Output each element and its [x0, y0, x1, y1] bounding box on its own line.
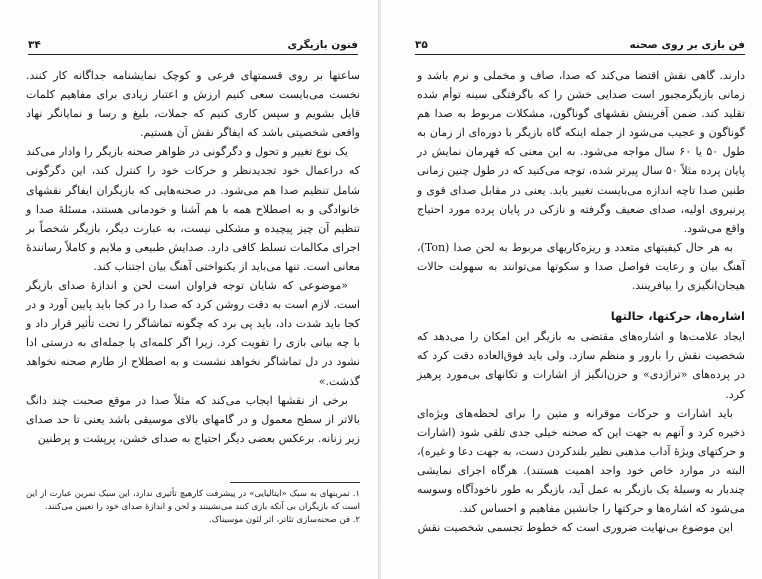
- right-paragraph-2: به هر حال کیفیتهای متعدد و ریزه‌کاریهای مربوط به لحن صدا (Ton)، آهنگ بیان و رعایت فواصل صدا و سکوتها می‌توانند به سهولت حالات هیجان‌انگیزی را بیافرینند.: [417, 240, 745, 293]
- right-page-body: [417, 66, 745, 537]
- left-paragraph-1: ساعتها بر روی قسمتهای فرعی و کوچک نمایشنامه جداگانه کار کنند. نخست می‌بایست سعی کنیم ارزش و اعتبار زیادی برای مفاهیم کلمات قایل بشویم و سپس کاری کنیم که جملات، بلیغ و رسا و نمایانگر نهاد واقعی شخصیتی باشد که ایفاگر نقش آن هستیم.: [26, 69, 360, 140]
- section-paragraph-3: این موضوع بی‌نهایت ضروری است که خطوط تجسمی شخصیت نقش: [417, 521, 733, 535]
- footnote-2: ۲. فن صحنه‌سازی تئاتر، اثر لئون موسیناک.: [209, 515, 360, 525]
- section-paragraph-2: باید اشارات و حرکات موقرانه و متین را برای لحظه‌های ویژه‌ای ذخیره کرد و آنهم به جهت این که صحنه خیلی جدی تلقی شود (اشارات و حرکتهای ویژهٔ آداب مذهبی نظیر بلندکردن دست، به جهت دعا و غیره)، البته در موارد خاص خود واجد اهمیت هستند). هرگاه اجرای نمایشی چندبار به وسیلهٔ یک بازیگر به عمل آید، بازیگر به طور ناخودآگاه وسوسه می‌شود که اشاره‌ها و حرکتها را جانشین مفاهیم و احساس کند.: [417, 406, 745, 516]
- footnotes: [26, 482, 360, 527]
- left-paragraph-2: یک نوع تغییر و تحول و دگرگونی در ظواهر صحنه بازیگر را وادار می‌کند که دراعمال خود تجدیدنظر و حرکات خود را کنترل کند، این دگرگونی شامل تنظیم صدا هم می‌شود. در صحنه‌هایی که بازیگران ایفاگر نقشهای خانوادگی و به اصطلاح همه با هم آشنا و خودمانی هستند، مسئلهٔ صدا و تنظیم آن چیز پیچیده و مشکلی نیست، به عبارت دیگر، بازیگر شخصاً بر اجرای مکالمات تسلط کافی دارد. صدایش طبیعی و ملایم و کاملاً رسانندهٔ معانی است. تنها می‌باید از یکنواختی آهنگ بیان اجتناب کند.: [26, 145, 360, 273]
- left-page-header: [28, 38, 358, 55]
- left-paragraph-3: «موضوعی که شایان توجه فراوان است لحن و اندازهٔ صدای بازیگر است. لازم است به دقت روشن کرد که صدا را در کجا باید پایین آورد و در کجا باید شدت داد، باید پی برد که چگونه تماشاگر را تحت تأثیر قرار داد و با چه بیانی بازی را تقویت کرد. زیرا اگر کلمه‌ای یا جمله‌ای به درستی ادا نشود در دل تماشاگر نخواهد نشست و به اصطلاح از طارم صحنه نخواهد گذشت.»: [26, 279, 360, 388]
- section-heading: اشاره‌ها، حرکتها، حالتها: [610, 309, 745, 324]
- left-paragraph-4: برخی از نقشها ایجاب می‌کند که مثلاً صدا در موقع صحبت چند دانگ بالاتر از سطح معمول و در گامهای بالای موسیقی باشد یعنی تا حد صدای زیر زنانه. برعکس بعضی دیگر احتیاج به صدای خشن، پرپشت و پرطنین: [26, 393, 360, 445]
- right-page: [381, 0, 762, 579]
- right-page-header: [415, 38, 745, 55]
- right-paragraph-1: دارند. گاهی نقش اقتضا می‌کند که صدا، صاف و مخملی و نرم باشد و زمانی بازیگرمجبور است صدایی خشن را که باگرفتگی سینه توأم شده تقلید کند. ضمن آفرینش نقشهای گوناگون، مشکلات مربوط به صدا هم گوناگون و عجیب می‌شود از جمله اینکه گاه بازیگر با دوره‌ای از زمان به طول ۵۰ یا ۶۰ سال مواجه می‌شود. به این معنی که قهرمان نمایش در پایان پرده مثلاً ۵۰ سال پیرتر شده، توجه می‌کنید که در طول چنین زمانی طنین صدا تاچه اندازه می‌بایست تغییر یابد. یعنی در مقابل صدای قوی و پرنیروی اولیه، صدای ضعیف وگرفته و نازکی در پایان پرده مورد احتیاج واقع می‌شود.: [417, 69, 746, 235]
- right-header-title: فن بازی بر روی صحنه: [629, 39, 745, 51]
- right-page-number: ۳۵: [415, 39, 428, 51]
- left-page-number: ۳۴: [28, 39, 41, 51]
- section-paragraph-1: ایجاد علامت‌ها و اشاره‌های مقتضی به بازیگر این امکان را می‌دهد که شخصیت نقش را بارور و منظم سازد. ولی باید فوق‌العاده دقت کرد که در پرده‌های «تراژدی» و حزن‌انگیز از اشارات و تکانهای بی‌مورد پرهیز کرد.: [417, 330, 745, 401]
- left-page-body: [26, 66, 360, 448]
- left-header-title: فنون بازیگری: [287, 39, 358, 51]
- footnote-divider: [230, 482, 360, 483]
- footnote-1: ۱. تمرینهای به سبک «ایتالیایی» در پیشرفت کارهیچ تأثیری ندارد، این سبک تمرین عبارت از این است که بازیگران بی آنکه بازی کنند می‌نشینند و لحن و اندازهٔ صدای خود را تعیین می‌کنند.: [26, 489, 360, 512]
